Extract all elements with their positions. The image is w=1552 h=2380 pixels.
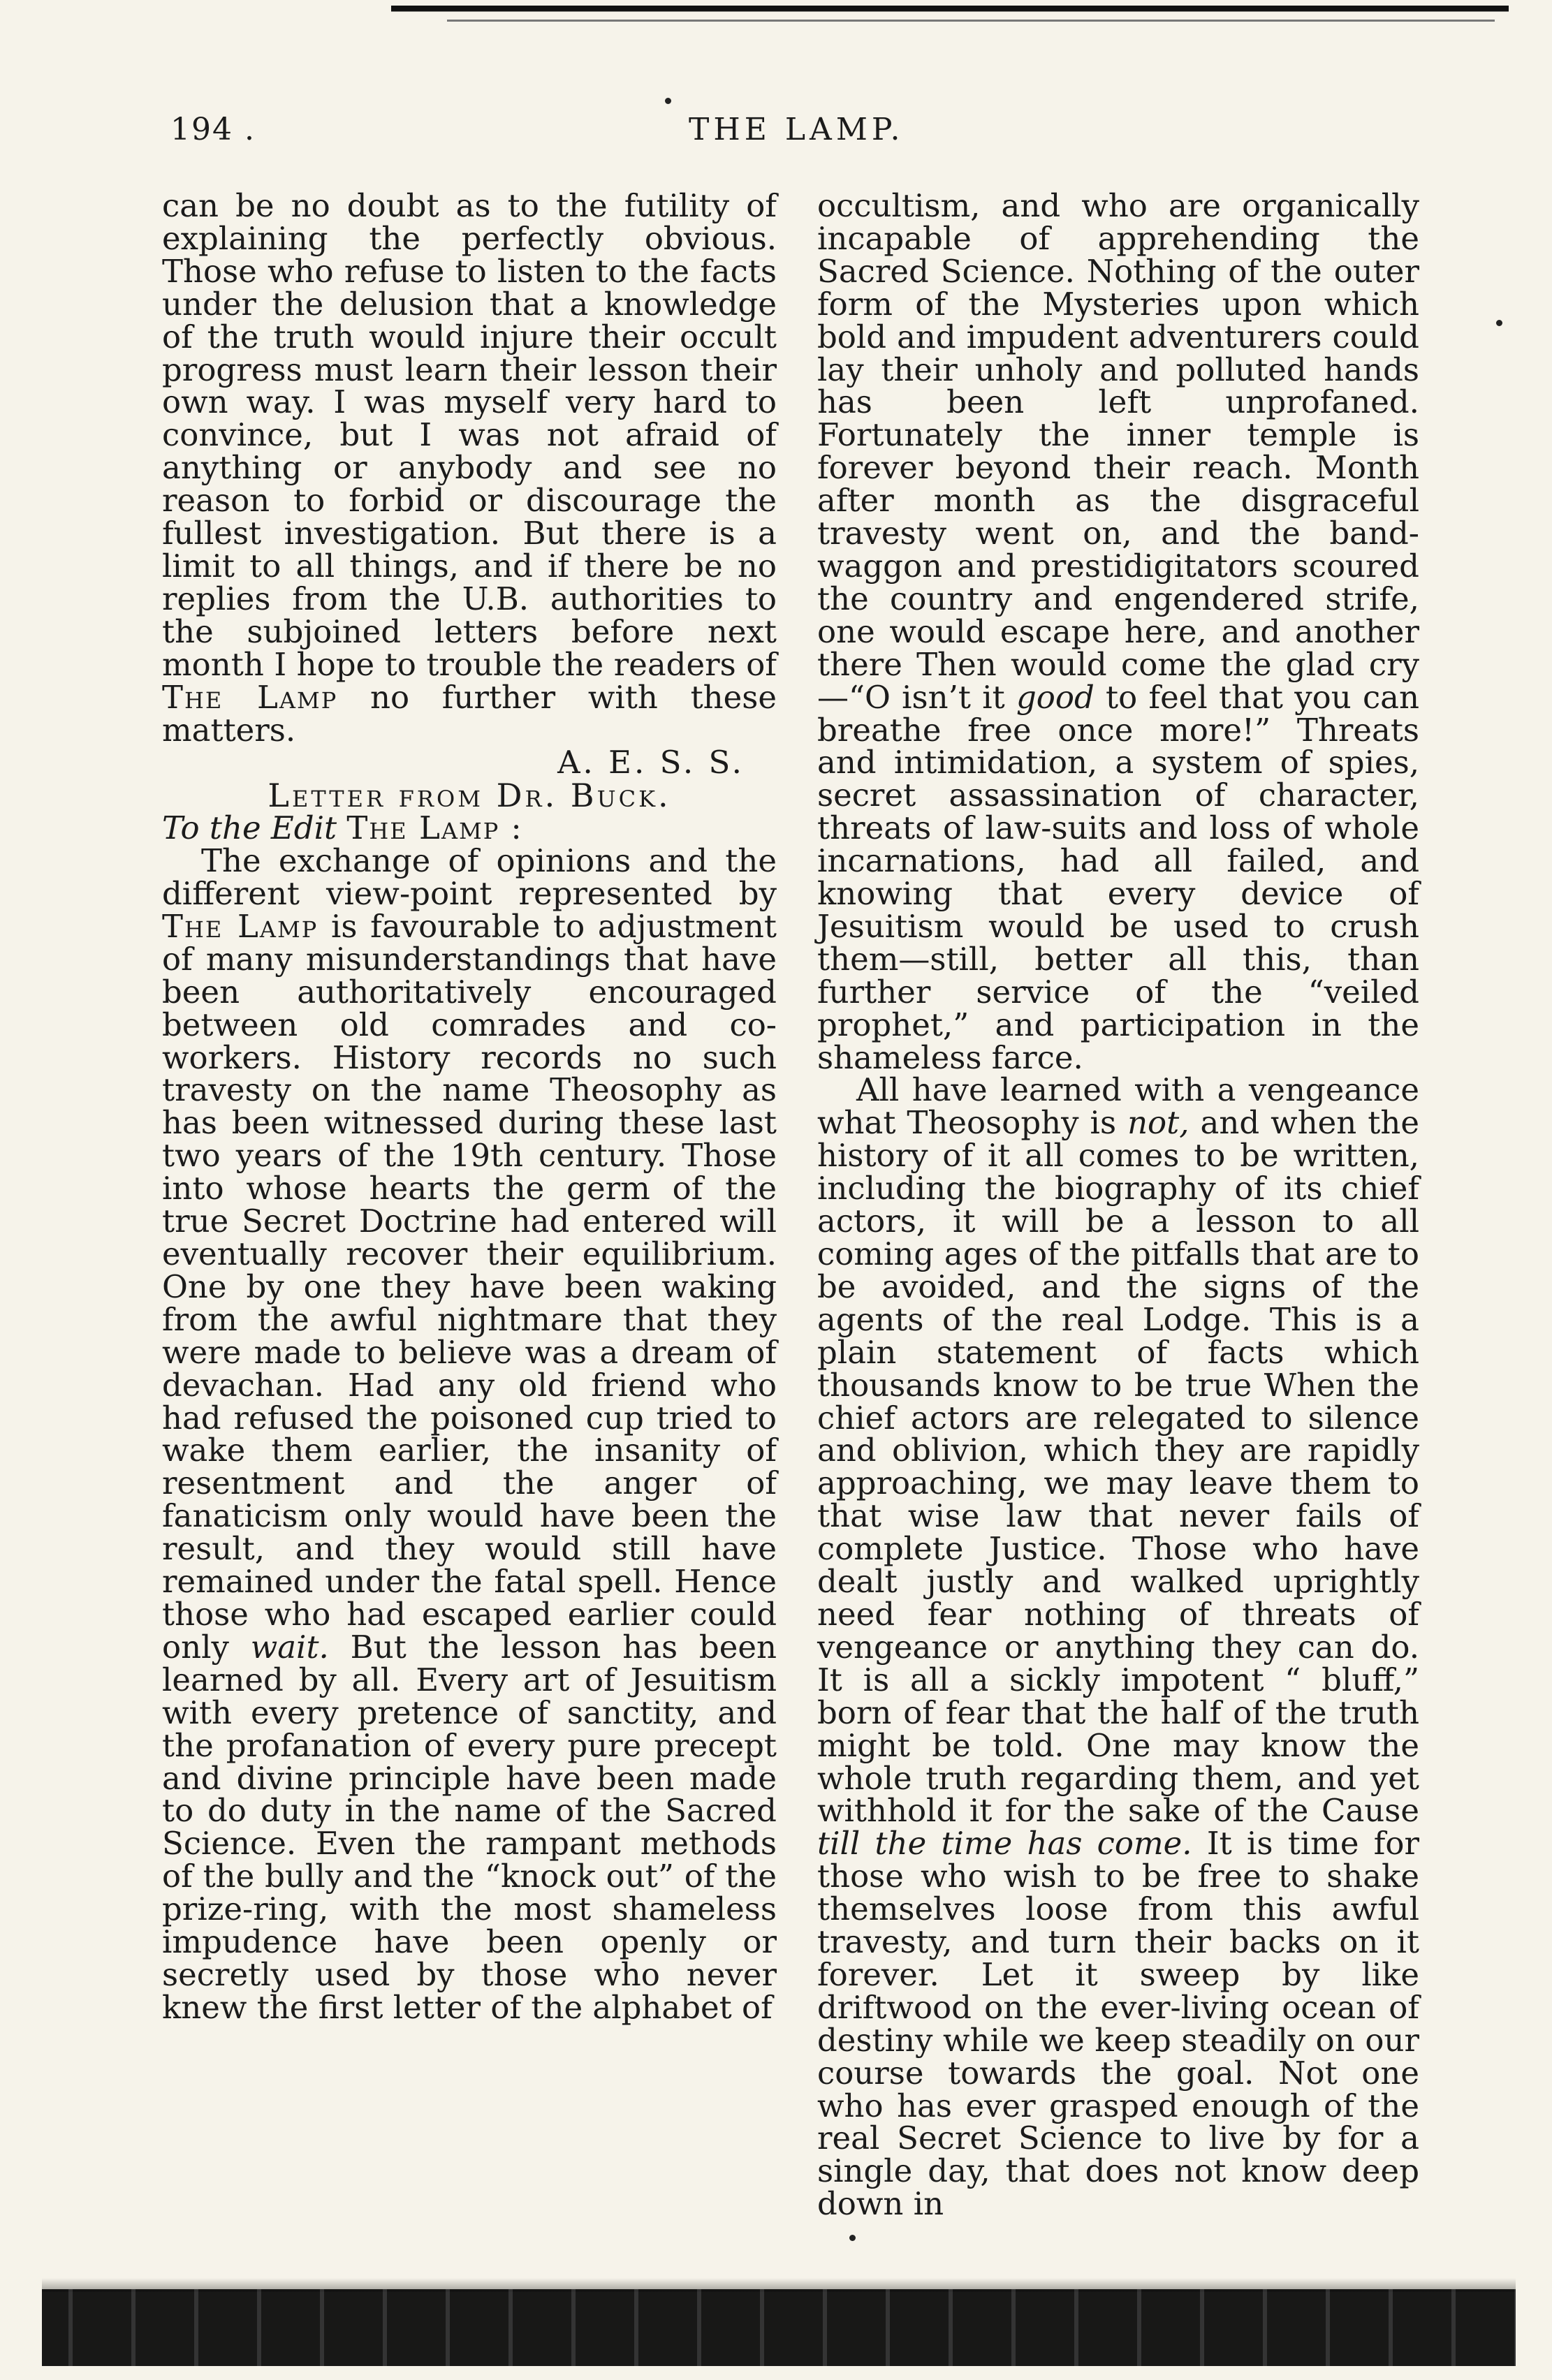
page-header [0, 112, 1552, 161]
scan-speck [1496, 320, 1502, 326]
letter-paragraph-continued: occultism, and who are organically incapable of apprehending the Sacred Science. Nothing of the outer form of the Mysteries upon which bold and impudent adventurers could lay their unholy and polluted hands has been left unprofaned. Fortunately the inner temple is forever beyond their reach. Month after month as the disgraceful travesty went on, and the band-waggon and prestidigitators scoured the country and engendered strife, one would escape here, and another there Then would come the glad cry—“O isn’t it good to feel that you can breathe free once more!” Threats and intimidation, a system of spies, secret assassination of character, threats of law-suits and loss of whole incarnations, had all failed, and knowing that every device of Jesuitism would be used to crush them—still, better all this, than further service of the “veiled prophet,” and participation in the shameless farce. [817, 187, 1419, 1076]
page-number: 194 . [170, 112, 256, 147]
signature: A. E. S. S. [557, 744, 745, 781]
scan-top-rule [391, 6, 1509, 14]
scan-speck [849, 2235, 856, 2241]
journal-name: The Lamp [162, 678, 338, 716]
running-title: THE LAMP. [689, 112, 905, 147]
scan-top-rule-thin [447, 20, 1495, 22]
letter-paragraph: The exchange of opinions and the different view-point represented by The Lamp is favourable to adjustment of many misunderstandings that have been authoritatively encouraged between old comrades and co-workers. History records no such travesty on the name Theosophy as has been witnessed during these last two years of the 19th century. Those into whose hearts the germ of the true Secret Doctrine had entered will eventually recover their equilibrium. One by one they have been waking from the awful nightmare that they were made to believe was a dream of devachan. Had any old friend who had refused the poisoned cup tried to wake them earlier, the insanity of resentment and the anger of fanaticism only would have been the result, and they would still have remained under the fatal spell. Hence those who had escaped earlier could only wait. But the lesson has been learned by all. Every art of Jesuitism with every pretence of sanctity, and the profanation of every pure precept and divine principle have been made to do duty in the name of the Sacred Science. Even the rampant methods of the bully and the “knock out” of the prize-ring, with the most shameless impudence have been openly or secretly used by those who never knew the first letter of the alphabet of [162, 842, 777, 2026]
paragraph-continuation: can be no doubt as to the futility of explaining the perfectly obvious. Those who refuse to listen to the facts under the delusion that a knowledge of the truth would injure their occult progress must learn their lesson their own way. I was myself very hard to convince, but I was not afraid of anything or anybody and see no reason to forbid or discourage the fullest investigation. But there is a limit to all things, and if there be no replies from the U.B. authorities to the subjoined letters before next month I hope to trouble the readers of The Lamp no further with these matters. [162, 187, 777, 749]
left-column [162, 187, 777, 2026]
letter-paragraph: All have learned with a vengeance what Theosophy is not, and when the history of it all comes to be written, including the biography of its chief actors, it will be a lesson to all coming ages of the pitfalls that are to be avoided, and the signs of the agents of the real Lodge. This is a plain statement of facts which thousands know to be true When the chief actors are relegated to silence and oblivion, which they are rapidly approaching, we may leave them to that wise law that never fails of complete Justice. Those who have dealt justly and walked uprightly need fear nothing of threats of vengeance or anything they can do. It is all a sickly impotent “ bluff,” born of fear that the half of the truth might be told. One may know the whole truth regarding them, and yet withhold it for the sake of the Cause till the time has come. It is time for those who wish to be free to shake themselves loose from this awful travesty, and turn their backs on it forever. Let it sweep by like driftwood on the ever-living ocean of destiny while we keep steadily on our course towards the goal. Not one who has ever grasped enough of the real Secret Science to live by for a single day, that does not know deep down in [817, 1071, 1419, 2223]
scan-speck [665, 98, 671, 104]
salutation: To the Edit The Lamp : [162, 809, 523, 847]
letter-title: Letter from Dr. Buck. [268, 777, 671, 815]
right-column [817, 187, 1419, 2223]
scan-bottom-band [42, 2289, 1516, 2366]
